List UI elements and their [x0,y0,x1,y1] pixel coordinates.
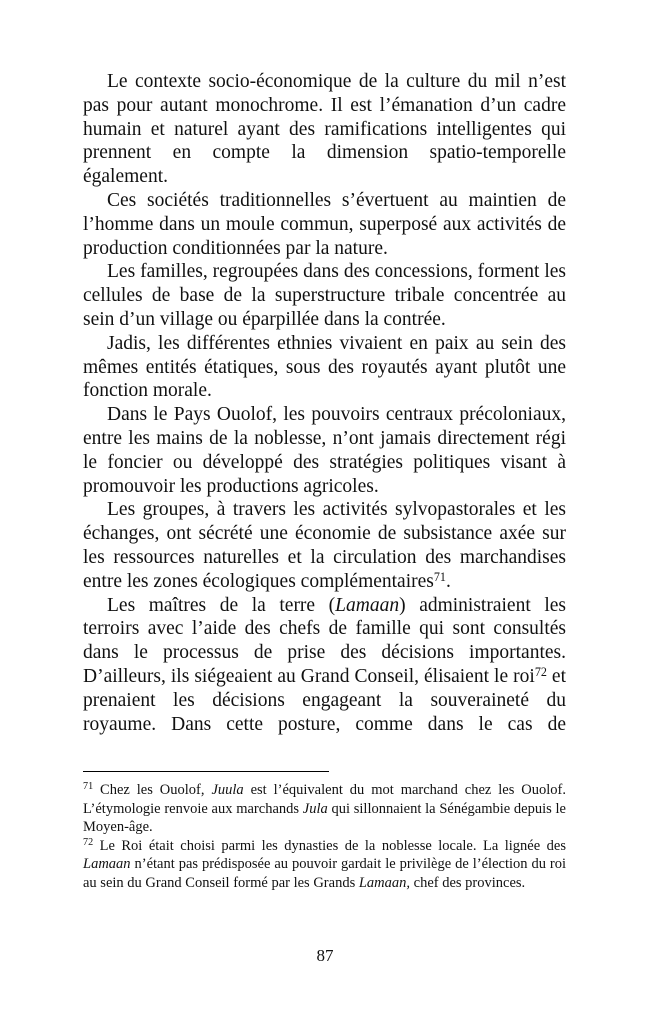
paragraph [83,594,566,737]
paragraph: Les familles, regroupées dans des concessions, forment les cellules de base de la superstructure tribale concentrée au sein d’un village ou éparpillée dans la contrée. [83,261,566,330]
footnote-text: n’étant pas prédisposée au pouvoir gardait le privilège de l’élection du roi au sein du Grand Conseil formé par les Grands [83,856,566,891]
footnote-number: 71 [83,780,94,792]
italic-term: Jula [302,800,328,817]
footnote-text: Chez les Ouolof, [93,782,212,798]
footnote-text: est l’équivalent du mot marchand chez les Ouolof. L’étymologie renvoie aux marchands [83,782,566,817]
paragraph-text: et prenaient les décisions engageant la souveraineté du royaume. Dans cette posture, comme dans le cas de [83,665,566,735]
footnote-reference[interactable]: 72 [534,664,547,679]
italic-term: Lamaan [83,856,131,872]
paragraph-text: Les groupes, à travers les activités sylvopastorales et les échanges, ont sécrété une économie de subsistance axée sur les ressources naturelles et la circulation des marchandises entre les zones écologiques complémentaires [83,499,566,592]
paragraph: Ces sociétés traditionnelles s’évertuent au maintien de l’homme dans un moule commun, superposé aux activités de production conditionnées par la nature. [83,189,566,259]
footnote-separator [83,771,329,772]
italic-term: Lamaan, [358,874,411,891]
footnote-text: qui sillonnaient la Sénégambie depuis le Moyen-âge. [83,800,566,835]
footnote-reference[interactable]: 71 [433,569,446,584]
footnote [83,781,566,837]
italic-term: Juula [211,782,244,798]
footnote-text: Le Roi était choisi parmi les dynasties de la noblesse locale. La lignée des [93,837,566,854]
footnote-text: chef des provinces. [410,874,526,891]
footnote [83,837,566,893]
paragraph: Jadis, les différentes ethnies vivaient en paix au sein des mêmes entités étatiques, sous des royautés ayant plutôt une fonction morale. [83,332,566,402]
paragraph [83,498,566,593]
paragraph-text: . [445,570,451,592]
paragraph-text: Les maîtres de la terre ( [107,594,336,616]
paragraph: Dans le Pays Ouolof, les pouvoirs centraux précoloniaux, entre les mains de la noblesse, n’ont jamais directement régi le foncier ou développé des stratégies politiques visant à promouvoir les productions agricoles. [83,404,566,497]
page-number: 87 [316,946,334,965]
footnote-number: 72 [83,836,94,848]
body-text [83,70,566,736]
italic-term: Lamaan [335,594,400,616]
footnotes [83,781,566,892]
paragraph: Le contexte socio-économique de la culture du mil n’est pas pour autant monochrome. Il est l’émanation d’un cadre humain et naturel ayant des ramifications intelligentes qui prennent en compte la dimension spatio-temporelle également. [83,71,566,188]
paragraph-text: ) administraient les terroirs avec l’aide des chefs de famille qui sont consultés dans le processus de prise des décisions importantes. D’ailleurs, ils siégeaient au Grand Conseil, élisaient le roi [83,594,566,687]
